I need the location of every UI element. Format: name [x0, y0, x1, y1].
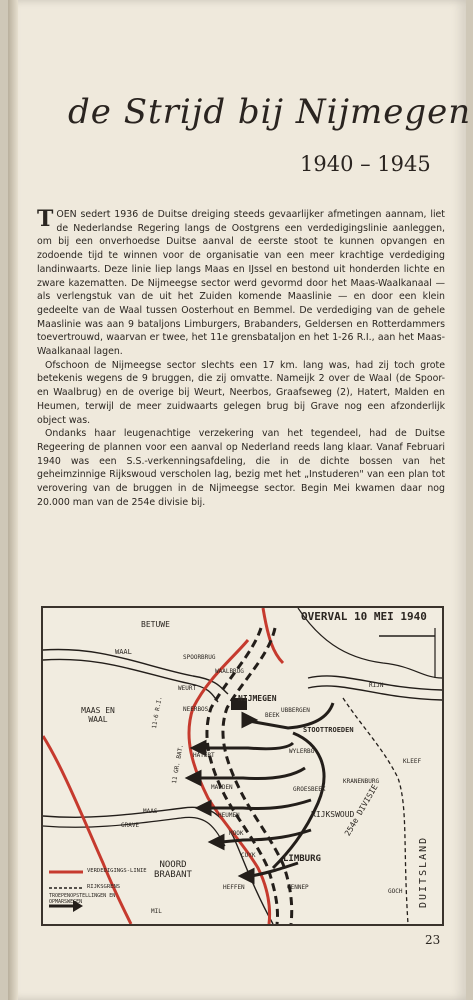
- map-label-duitsland: DUITSLAND: [418, 835, 429, 908]
- map-label-heffen: HEFFEN: [223, 884, 245, 891]
- map-label-nijmegen: NIJMEGEN: [238, 694, 277, 703]
- map-label-maas-en-waal: MAAS EN WAAL: [81, 706, 115, 724]
- map-label-linie: 11-6 R.I.: [151, 695, 164, 730]
- map-label-betuwe: BETUWE: [141, 620, 170, 629]
- map-label-grave: GRAVE: [121, 822, 140, 829]
- map-label-beek: BEEK: [265, 712, 280, 719]
- map-label-goch: GOCH: [388, 888, 403, 895]
- paragraph-text: OEN sedert 1936 de Duitse dreiging steeds gevaarlijker afmetingen aannam, liet de Nederlandse Regering langs de Oostgrens een verdedigingslinie aanleggen, om bij een onverhoedse Duitse aanval de eerste stoot te kunnen opvangen en zodoende tijd te winnen voor de organisatie van een meer krachtige verdediging landinwaarts. Deze linie liep langs Maas en IJssel en bestond uit honderden lichte en zware kazematten. De Nijmeegse sector werd gevormd door het Maas-Waalkanaal — als verlengstuk van de uit het Zuiden komende Maaslinie — en door een klein gedeelte van de Waal tussen Oosterhout en Bemmel. De verdediging van de gehele Maaslinie was aan 9 bataljons Limburgers, Brabanders, Geldersen en Rotterdammers toevertrouwd, waarvan er twee, het 11e grensbataljon en het 1-26 R.I., aan het Maas-Waalkanaal lagen.: [37, 209, 445, 358]
- map-label-cuyk: CUYK: [241, 852, 256, 859]
- legend-rijksgrens: RIJKSGRENS: [87, 884, 121, 890]
- map-label-divisie: 254e DIVISIE: [343, 782, 380, 838]
- paragraph: [37, 208, 445, 359]
- legend-mil: MIL: [151, 908, 162, 915]
- article-body: [37, 208, 445, 509]
- paragraph: Ofschoon de Nijmeegse sector slechts een 17 km. lang was, had zij toch grote betekenis wegens de 9 bruggen, die zij omvatte. Nameijk 2 over de Waal (de Spoor- en Waalbrug) en de overige bij Weurt, Neerbos, Graafseweg (2), Hatert, Malden en Heumen, terwijl de meer zuidwaarts gelegen brug bij Grave nog een afzonderlijk object was.: [37, 359, 445, 426]
- legend-troepen: TROEPENOPSTELLINGEN EN OPMARSWEGEN: [49, 893, 116, 905]
- map-label-gennep: GENNEP: [287, 884, 309, 891]
- map-label-noord-brabant: NOORD BRABANT: [154, 860, 192, 880]
- map-label-stoottroeden: STOOTTROEDEN: [303, 726, 354, 734]
- map-label-spoorbrug: SPOORBRUG: [183, 654, 216, 661]
- map-label-wylerbg: WYLERBG: [289, 748, 315, 755]
- map-heading: OVERVAL 10 MEI 1940: [301, 610, 427, 623]
- map-label-hatert: HATERT: [193, 752, 215, 759]
- page-subtitle-years: 1940 – 1945: [300, 152, 431, 176]
- paragraph: Ondanks haar leugenachtige verzekering van het tegendeel, had de Duitse Regeering de plannen voor een aanval op Nederland reeds lang klaar. Vanaf Februari 1940 was een S.S.-verkenningsafdeling, die in de dichte bossen van het geheimzinnige Rijkswoud verscholen lag, bezig met het „Instuderen" van een plan tot verovering van de bruggen in de Nijmeegse sector. Begin Mei kwamen daar nog 20.000 man van de 254e divisie bij.: [37, 428, 445, 508]
- legend-verdediging: VERDEDIGINGS-LINIE: [87, 868, 147, 874]
- page-title: de Strijd bij Nijmegen: [68, 92, 472, 132]
- map-label-groesbeek: GROESBEEK: [293, 786, 326, 793]
- map-label-rijkswoud: RIJKSWOUD: [311, 810, 355, 819]
- battle-map: [41, 606, 444, 926]
- map-label-waal: WAAL: [115, 648, 132, 656]
- map-label-maas: MAAS: [143, 808, 158, 815]
- map-label-rijn: RIJN: [369, 682, 384, 689]
- map-label-kranenburg: KRANENBURG: [343, 778, 380, 785]
- page-number: 23: [425, 933, 441, 947]
- map-drawing: [43, 608, 442, 924]
- map-label-heumen: HEUMEN: [218, 812, 240, 819]
- map-label-linie-2: 11 GR. BAT.: [171, 743, 185, 785]
- map-label-ubbergen: UBBERGEN: [281, 707, 310, 714]
- page-spine: [8, 0, 18, 1000]
- page: [8, 0, 472, 1000]
- map-label-kleef: KLEEF: [403, 758, 422, 765]
- map-label-weurt: WEURT: [178, 685, 197, 692]
- drop-cap: T: [37, 206, 54, 232]
- map-label-malden: MALDEN: [211, 784, 233, 791]
- map-label-waalbrug: WAALBRUG: [215, 668, 244, 675]
- map-label-limburg: LIMBURG: [283, 854, 321, 864]
- map-label-mook: MOOK: [229, 830, 244, 837]
- map-label-neerbos: NEERBOS: [183, 706, 209, 713]
